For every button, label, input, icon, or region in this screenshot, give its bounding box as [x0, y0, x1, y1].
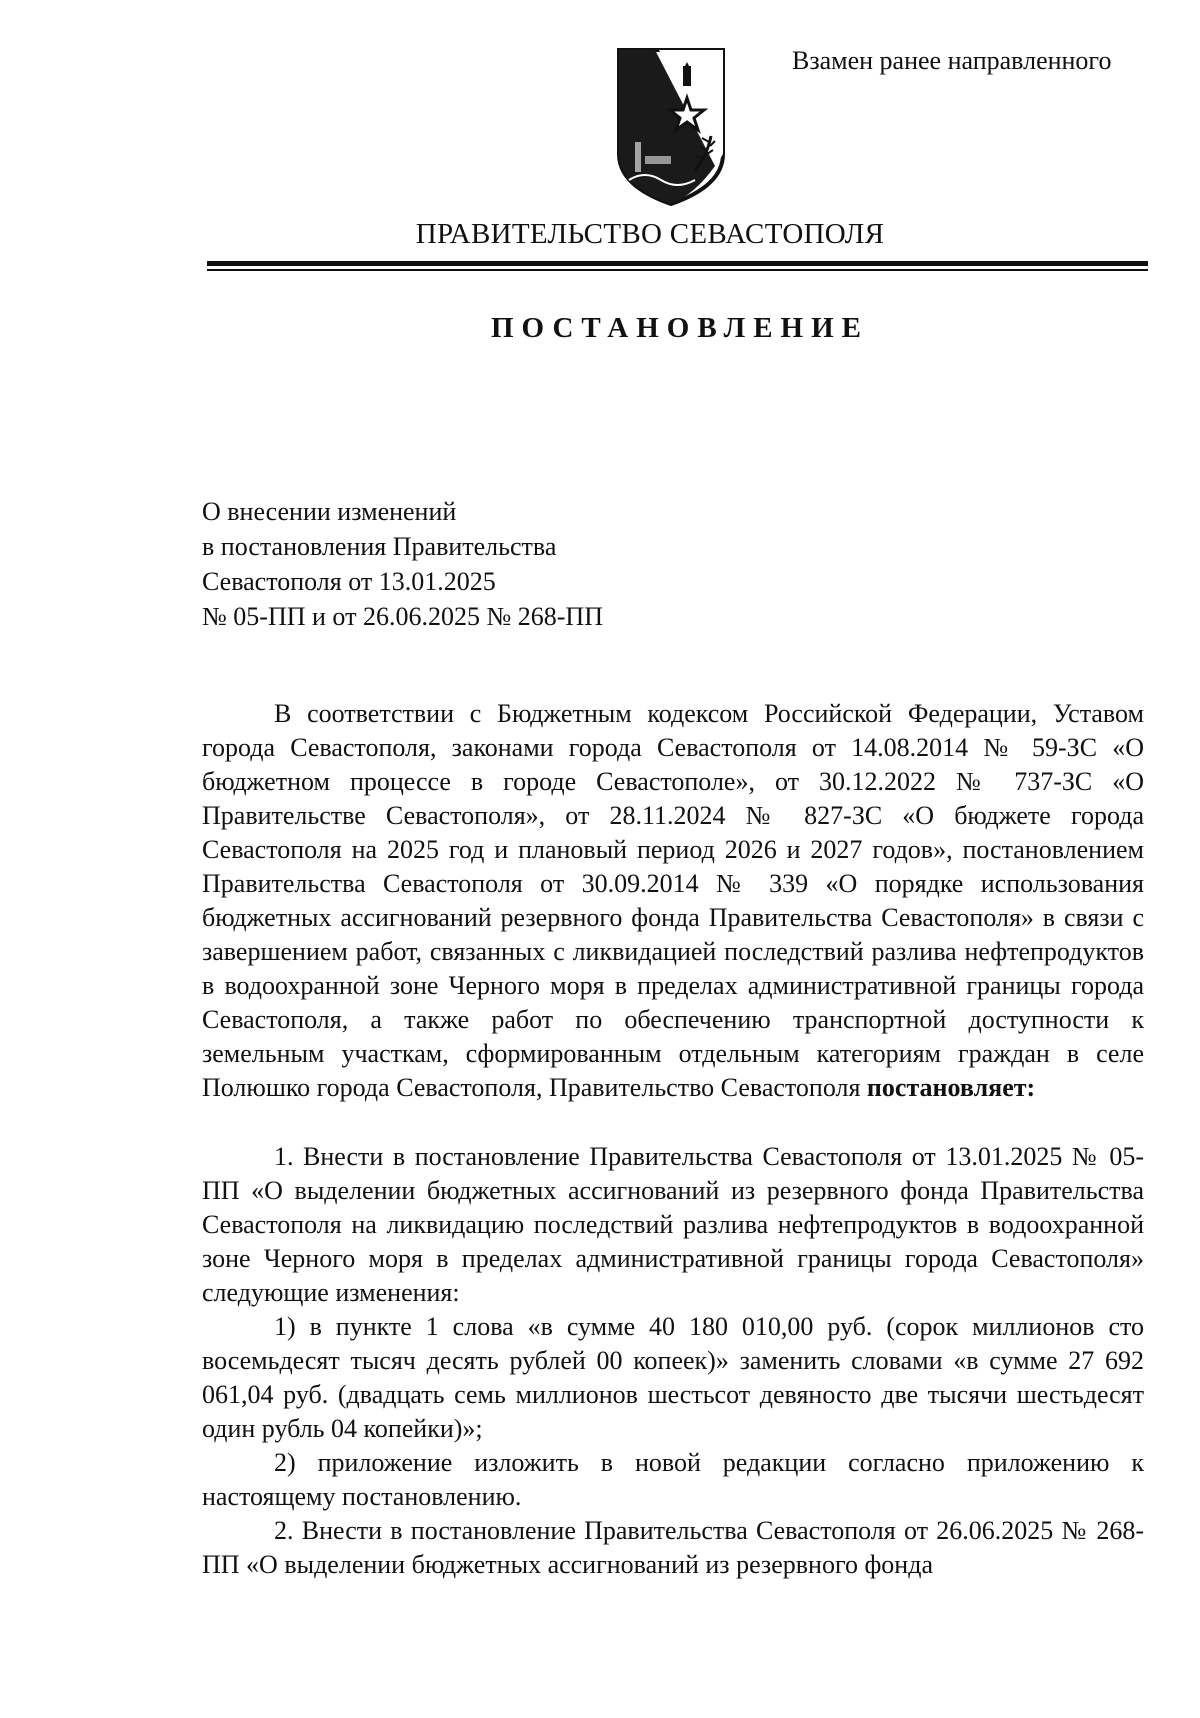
resolves-word: постановляет:	[866, 1073, 1036, 1102]
document-subject	[202, 494, 603, 634]
preamble-paragraph	[202, 697, 1144, 1105]
replacement-note: Взамен ранее направленного	[792, 46, 1112, 75]
document-type-title: ПОСТАНОВЛЕНИЕ	[490, 312, 869, 344]
subject-line: в постановления Правительства	[202, 532, 557, 561]
item-paragraph: 1. Внести в постановление Правительства Севастополя от 13.01.2025 № 05-ПП «О выделении бюджетных ассигнований из резервного фонда Правительства Севастополя на ликвидацию последствий разлива нефтепродуктов в водоохранной зоне Черного моря в пределах административной границы города Севастополя» следующие изменения:	[202, 1142, 1144, 1307]
subitem-paragraph: 2) приложение изложить в новой редакции согласно приложению к настоящему постановлению.	[202, 1448, 1144, 1511]
subject-line: Севастополя от 13.01.2025	[202, 567, 496, 596]
subject-line: № 05-ПП и от 26.06.2025 № 268-ПП	[202, 602, 603, 631]
header-rule-thin	[207, 269, 1148, 271]
header-rule	[207, 261, 1148, 266]
document-body	[202, 697, 1144, 1582]
organization-name: ПРАВИТЕЛЬСТВО СЕВАСТОПОЛЯ	[415, 218, 885, 250]
preamble-text: В соответствии с Бюджетным кодексом Российской Федерации, Уставом города Севастополя, законами города Севастополя от 14.08.2014 № 59-ЗС «О бюджетном процессе в городе Севастополе», от 30.12.2022 № 737-ЗС «О Правительстве Севастополя», от 28.11.2024 № 827-ЗС «О бюджете города Севастополя на 2025 год и плановый период 2026 и 2027 годов», постановлением Правительства Севастополя от 30.09.2014 № 339 «О порядке использования бюджетных ассигнований резервного фонда Правительства Севастополя» в связи с завершением работ, связанных с ликвидацией последствий разлива нефтепродуктов в водоохранной зоне Черного моря в пределах административной границы города Севастополя, а также работ по обеспечению транспортной доступности к земельным участкам, сформированным отдельным категориям граждан в селе Полюшко города Севастополя, Правительство Севастополя	[202, 699, 1144, 1102]
subject-line: О внесении изменений	[202, 497, 457, 526]
subitem-paragraph: 1) в пункте 1 слова «в сумме 40 180 010,00 руб. (сорок миллионов сто восемьдесят тысяч десять рублей 00 копеек)» заменить словами «в сумме 27 692 061,04 руб. (двадцать семь миллионов шестьсот девяносто две тысячи шестьдесят один рубль 04 копейки)»;	[202, 1312, 1144, 1443]
coat-of-arms-icon	[615, 46, 727, 206]
item-paragraph: 2. Внести в постановление Правительства Севастополя от 26.06.2025 № 268-ПП «О выделении бюджетных ассигнований из резервного фонда	[202, 1516, 1144, 1579]
